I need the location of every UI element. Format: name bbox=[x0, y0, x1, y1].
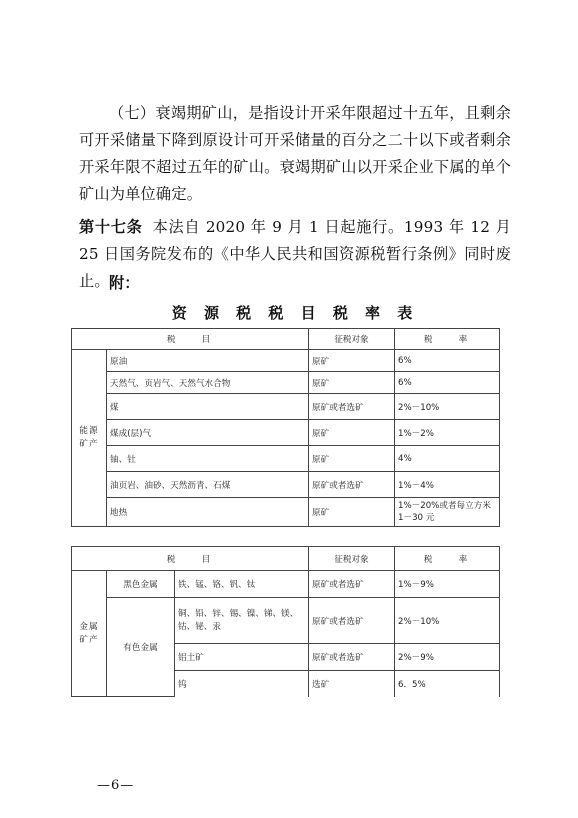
table-header-row bbox=[72, 329, 500, 350]
row-object: 选矿 bbox=[309, 671, 395, 697]
row-item: 钨 bbox=[175, 671, 309, 697]
row-object: 原矿或者选矿 bbox=[309, 598, 395, 644]
row-item: 铜、铅、锌、锡、镍、锑、镁、钴、铋、汞 bbox=[175, 598, 309, 644]
table-header-row bbox=[72, 547, 500, 571]
row-rate: 2%－9% bbox=[395, 644, 500, 671]
paragraph-declining-mines: （七）衰竭期矿山，是指设计开采年限超过十五年，且剩余可开采储量下降到原设计可开采储量的百分之二十以下或者剩余开采年限不超过五年的矿山。衰竭期矿山以开采企业下属的单个矿山为单位确定。 bbox=[79, 104, 511, 203]
table-row bbox=[72, 420, 500, 446]
header-rate: 税 率 bbox=[395, 547, 500, 571]
subcategory-nonferrous: 有色金属 bbox=[107, 598, 175, 697]
category-energy: 能源矿产 bbox=[72, 350, 107, 527]
row-rate: 1%－2% bbox=[395, 420, 500, 446]
row-rate: 6．5% bbox=[395, 671, 500, 697]
row-item: 铝土矿 bbox=[175, 644, 309, 671]
row-rate: 2%－10% bbox=[395, 394, 500, 420]
table-title: 资 源 税 税 目 税 率 表 bbox=[171, 304, 419, 322]
row-object: 原矿或者选矿 bbox=[309, 472, 395, 498]
row-object: 原矿或者选矿 bbox=[309, 644, 395, 671]
attachment-label: 附： bbox=[109, 274, 140, 292]
row-object: 原矿 bbox=[309, 372, 395, 394]
table-row bbox=[72, 394, 500, 420]
row-item: 天然气、页岩气、天然气水合物 bbox=[107, 372, 309, 394]
row-item: 地热 bbox=[107, 498, 309, 527]
header-object: 征税对象 bbox=[309, 329, 395, 350]
article-heading: 第十七条 bbox=[79, 218, 143, 236]
row-object: 原矿 bbox=[309, 446, 395, 472]
page-number: —6— bbox=[97, 778, 135, 793]
row-rate: 1%－20%或者每立方米 1－30 元 bbox=[395, 498, 500, 527]
header-rate: 税 率 bbox=[395, 329, 500, 350]
table-row bbox=[72, 350, 500, 372]
row-rate: 6% bbox=[395, 350, 500, 372]
table-row bbox=[72, 372, 500, 394]
row-item: 铁、锰、铬、钒、钛 bbox=[175, 571, 309, 598]
row-item: 煤 bbox=[107, 394, 309, 420]
row-rate: 2%－10% bbox=[395, 598, 500, 644]
energy-minerals-table bbox=[71, 328, 500, 527]
table-row bbox=[72, 598, 500, 644]
category-metal: 金属矿产 bbox=[72, 571, 107, 697]
row-object: 原矿 bbox=[309, 498, 395, 527]
row-item: 铀、钍 bbox=[107, 446, 309, 472]
row-object: 原矿 bbox=[309, 420, 395, 446]
row-rate: 1%－9% bbox=[395, 571, 500, 598]
row-object: 原矿或者选矿 bbox=[309, 571, 395, 598]
header-object: 征税对象 bbox=[309, 547, 395, 571]
subcategory-ferrous: 黑色金属 bbox=[107, 571, 175, 598]
article-text: 本法自 2020 年 9 月 1 日起施行。1993 年 12 月 25 日国务院发布的《中华人民共和国资源税暂行条例》同时废止。 bbox=[79, 218, 511, 290]
row-rate: 4% bbox=[395, 446, 500, 472]
row-item: 原油 bbox=[107, 350, 309, 372]
metal-minerals-table bbox=[71, 546, 500, 697]
table-row bbox=[72, 446, 500, 472]
row-item: 油页岩、油砂、天然沥青、石煤 bbox=[107, 472, 309, 498]
table-row bbox=[72, 571, 500, 598]
row-object: 原矿或者选矿 bbox=[309, 394, 395, 420]
row-item: 煤成(层)气 bbox=[107, 420, 309, 446]
row-rate: 1%－4% bbox=[395, 472, 500, 498]
paragraph-article-17 bbox=[79, 214, 511, 295]
header-item: 税 目 bbox=[72, 547, 309, 571]
row-object: 原矿 bbox=[309, 350, 395, 372]
table-row bbox=[72, 498, 500, 527]
row-rate: 6% bbox=[395, 372, 500, 394]
header-item: 税 目 bbox=[72, 329, 309, 350]
table-row bbox=[72, 472, 500, 498]
